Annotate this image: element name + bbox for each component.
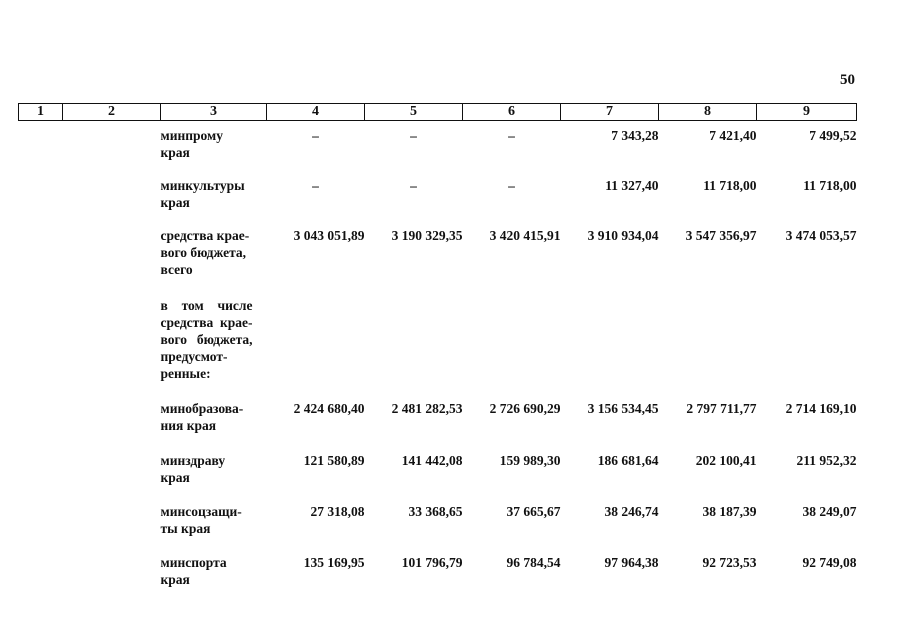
value-cell: 11 327,40: [605, 178, 659, 193]
value-cell: 2 424 680,40: [293, 401, 365, 416]
row-label: минкультуры края: [160, 178, 245, 210]
table-row: [19, 127, 857, 177]
value-cell: 7 421,40: [709, 128, 757, 143]
value-cell: 2 797 711,77: [686, 401, 757, 416]
value-cell: 11 718,00: [803, 178, 857, 193]
value-cell: 135 169,95: [303, 555, 365, 570]
value-cell: 92 723,53: [702, 555, 757, 570]
value-cell: 202 100,41: [695, 453, 757, 468]
table-row: [19, 227, 857, 297]
value-cell: [561, 297, 659, 400]
table-row: [19, 452, 857, 503]
value-cell: 2 714 169,10: [785, 401, 857, 416]
table-row: [19, 503, 857, 554]
value-cell: [365, 297, 463, 400]
value-cell: 3 156 534,45: [587, 401, 659, 416]
value-cell: –: [312, 128, 319, 143]
value-cell: –: [508, 128, 515, 143]
row-label: минсоцзащи-ты края: [160, 504, 242, 536]
value-cell: 3 420 415,91: [489, 228, 561, 243]
value-cell: 11 718,00: [703, 178, 757, 193]
value-cell: 2 726 690,29: [489, 401, 561, 416]
row-label: в том числе средства крае-вого бюджета, предусмот-ренные:: [160, 298, 253, 381]
row-label: средства крае-вого бюджета, всего: [160, 228, 250, 277]
value-cell: 7 499,52: [809, 128, 857, 143]
value-cell: –: [312, 178, 319, 193]
row-label: минспорта края: [160, 555, 227, 587]
value-cell: 141 442,08: [401, 453, 463, 468]
row-code-cell: [63, 177, 161, 227]
column-header: 8: [659, 104, 757, 121]
value-cell: 27 318,08: [310, 504, 365, 519]
header-row: [19, 104, 857, 121]
row-code-cell: [63, 127, 161, 177]
row-index-cell: [19, 227, 63, 297]
row-label: минздраву края: [160, 453, 226, 485]
table-row: [19, 177, 857, 227]
value-cell: [757, 297, 857, 400]
table-row: [19, 400, 857, 452]
value-cell: –: [508, 178, 515, 193]
value-cell: 101 796,79: [401, 555, 463, 570]
row-index-cell: [19, 177, 63, 227]
value-cell: 121 580,89: [303, 453, 365, 468]
row-index-cell: [19, 127, 63, 177]
value-cell: 92 749,08: [802, 555, 857, 570]
value-cell: [463, 297, 561, 400]
column-header: 4: [267, 104, 365, 121]
column-header: 1: [19, 104, 63, 121]
row-index-cell: [19, 503, 63, 554]
row-label: минобразова-ния края: [160, 401, 244, 433]
table-row: [19, 554, 857, 594]
row-label: минпрому края: [160, 128, 223, 160]
row-index-cell: [19, 452, 63, 503]
value-cell: [659, 297, 757, 400]
value-cell: 159 989,30: [499, 453, 561, 468]
row-code-cell: [63, 400, 161, 452]
value-cell: 186 681,64: [597, 453, 659, 468]
value-cell: 38 249,07: [802, 504, 857, 519]
row-code-cell: [63, 452, 161, 503]
value-cell: 3 190 329,35: [391, 228, 463, 243]
column-header: 3: [161, 104, 267, 121]
column-header: 7: [561, 104, 659, 121]
value-cell: 211 952,32: [796, 453, 857, 468]
value-cell: 3 043 051,89: [293, 228, 365, 243]
column-header: 5: [365, 104, 463, 121]
value-cell: 38 246,74: [604, 504, 659, 519]
row-code-cell: [63, 297, 161, 400]
column-header: 6: [463, 104, 561, 121]
value-cell: 38 187,39: [702, 504, 757, 519]
value-cell: 3 474 053,57: [785, 228, 857, 243]
value-cell: 7 343,28: [611, 128, 659, 143]
row-code-cell: [63, 554, 161, 594]
row-index-cell: [19, 297, 63, 400]
value-cell: 97 964,38: [604, 555, 659, 570]
table-row: [19, 297, 857, 400]
row-code-cell: [63, 227, 161, 297]
row-index-cell: [19, 400, 63, 452]
page-number: 50: [840, 72, 855, 88]
row-index-cell: [19, 554, 63, 594]
value-cell: 96 784,54: [506, 555, 561, 570]
column-header: 9: [757, 104, 857, 121]
value-cell: –: [410, 178, 417, 193]
value-cell: –: [410, 128, 417, 143]
column-header: 2: [63, 104, 161, 121]
value-cell: 3 910 934,04: [587, 228, 659, 243]
value-cell: 37 665,67: [506, 504, 561, 519]
value-cell: 2 481 282,53: [391, 401, 463, 416]
value-cell: 33 368,65: [408, 504, 463, 519]
value-cell: 3 547 356,97: [685, 228, 757, 243]
value-cell: [267, 297, 365, 400]
budget-table: [18, 103, 857, 594]
row-code-cell: [63, 503, 161, 554]
